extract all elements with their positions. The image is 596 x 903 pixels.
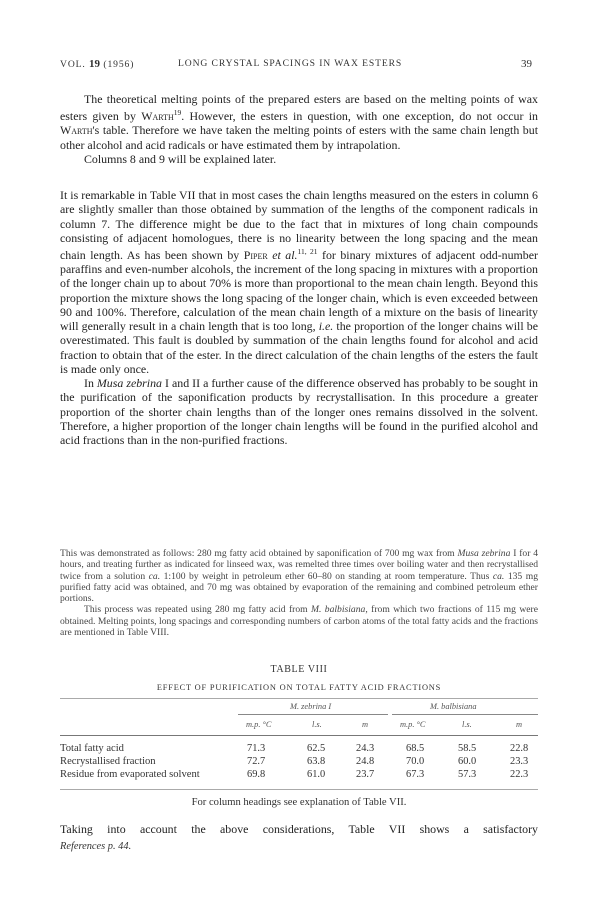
col-header-ls-1: l.s. bbox=[312, 720, 322, 729]
paragraph-musa-zebrina: In Musa zebrina I and II a further cause of the difference observed has probably to be sought in the purification of the saponification products by recrystallisation. In this procedure a greater proportion of the shorter chain lengths than of the longer ones remains dissolved in the solvent. Therefore, a higher proportion of the longer chain lengths will be found in the purified alcohol and acid fractions than in the non-purified fractions. bbox=[60, 376, 538, 448]
paragraph-conclusion: Taking into account the above considerations, Table VII shows a satisfactory bbox=[60, 822, 538, 836]
cell: 71.3 bbox=[247, 743, 266, 754]
running-head bbox=[60, 58, 532, 72]
table-top-rule bbox=[60, 698, 538, 699]
running-title: LONG CRYSTAL SPACINGS IN WAX ESTERS bbox=[178, 58, 403, 69]
paragraph-chain-length: It is remarkable in Table VII that in most cases the chain lengths measured on the esters in column 6 are slightly smaller than those obtained by summation of the lengths of the component radicals in column 7. The difference might be due to the fact that in mixtures of long chain compounds consisting of adjacent homologues, there is no linearity between the long spacing and the mean chain length. As has been shown by Piper et al.$^{11, 21}$ for binary mixtures of adjacent odd-number paraffins and even-number alcohols, the increment of the long spacing in mixtures with a proportion of the longer chain up to about 70% is more than proportional to the mean chain length. Beyond this proportion the mixture shows the long spacing of the longer chain, which is even exceeded between 90 and 100%. Therefore, calculation of the mean chain length of a mixture on the basis of linearity will generally result in a chain length that is too long, i.e. the proportion of the longer chains will be overestimated. This fault is doubled by summation of the chain lengths found for alcohol and acid fraction to obtain that of the ester. In the direct calculation of the chain lengths of the esters the fault is made only once. bbox=[60, 188, 538, 376]
row-label: Recrystallised fraction bbox=[60, 756, 156, 767]
references-note: References p. 44. bbox=[60, 841, 132, 852]
cell: 70.0 bbox=[406, 756, 425, 767]
cell: 69.8 bbox=[247, 769, 266, 780]
note-repeat: This process was repeated using 280 mg fatty acid from M. balbisiana, from which two fractions of 115 mg were obtained. Melting points, long spacings and corresponding numbers of carbon atoms of the total fatty acids and the fractions are mentioned in Table VIII. bbox=[60, 604, 538, 639]
table-footnote: For column headings see explanation of Table VII. bbox=[191, 797, 407, 808]
table-subtitle: EFFECT OF PURIFICATION ON TOTAL FATTY ACID FRACTIONS bbox=[156, 683, 442, 692]
paragraph-columns: Columns 8 and 9 will be explained later. bbox=[84, 151, 277, 166]
col-header-ls-2: l.s. bbox=[462, 720, 472, 729]
table-title: TABLE VIII bbox=[270, 664, 328, 675]
group-rule-balbisiana bbox=[392, 714, 538, 715]
table-bottom-rule bbox=[60, 789, 538, 790]
group-header-zebrina: M. zebrina I bbox=[290, 702, 332, 711]
paragraph-melting-points: The theoretical melting points of the prepared esters are based on the melting points of wax esters given by Warth$^{19}$. However, the esters in question, with one exception, do not occur in Warth's table. Therefore we have taken the melting points of esters with the same chain length but other alcohol and acid radicals or have estimated them by intrapolation. bbox=[60, 92, 538, 152]
row-label: Residue from evaporated solvent bbox=[60, 769, 200, 780]
cell: 72.7 bbox=[247, 756, 266, 767]
col-header-mp-2: m.p. °C bbox=[400, 720, 426, 729]
cell: 63.8 bbox=[307, 756, 326, 767]
experimental-note bbox=[60, 548, 538, 638]
cell: 68.5 bbox=[406, 743, 425, 754]
body-section-1 bbox=[60, 92, 538, 166]
cell: 23.3 bbox=[510, 756, 529, 767]
row-label: Total fatty acid bbox=[60, 743, 124, 754]
col-header-mp-1: m.p. °C bbox=[246, 720, 272, 729]
note-demonstration: This was demonstrated as follows: 280 mg fatty acid obtained by saponification of 700 mg wax from Musa zebrina I for 4 hours, and treating further as indicated for linseed wax, was remelted three times over boiling water and then recrystallised twice from a solution ca. 1:100 by weight in petroleum ether 60–80 on standing at room temperature. Thus ca. 135 mg purified fatty acid was obtained, and 70 mg was obtained by evaporation of the remaining and combined petroleum ether portions. bbox=[60, 548, 539, 605]
cell: 57.3 bbox=[458, 769, 477, 780]
cell: 24.3 bbox=[356, 743, 375, 754]
cell: 24.8 bbox=[356, 756, 375, 767]
cell: 23.7 bbox=[356, 769, 375, 780]
page-number: 39 bbox=[521, 58, 532, 70]
group-rule-zebrina bbox=[238, 714, 388, 715]
cell: 61.0 bbox=[307, 769, 326, 780]
cell: 62.5 bbox=[307, 743, 326, 754]
volume-info: VOL. 19 (1956) bbox=[60, 58, 135, 70]
col-header-m-2: m bbox=[516, 720, 523, 729]
cell: 22.8 bbox=[510, 743, 529, 754]
cell: 58.5 bbox=[458, 743, 477, 754]
cell: 60.0 bbox=[458, 756, 477, 767]
table-header-rule bbox=[60, 735, 538, 736]
body-section-2 bbox=[60, 188, 538, 447]
group-header-balbisiana: M. balbisiana bbox=[430, 702, 477, 711]
col-header-m-1: m bbox=[362, 720, 369, 729]
cell: 22.3 bbox=[510, 769, 529, 780]
cell: 67.3 bbox=[406, 769, 425, 780]
